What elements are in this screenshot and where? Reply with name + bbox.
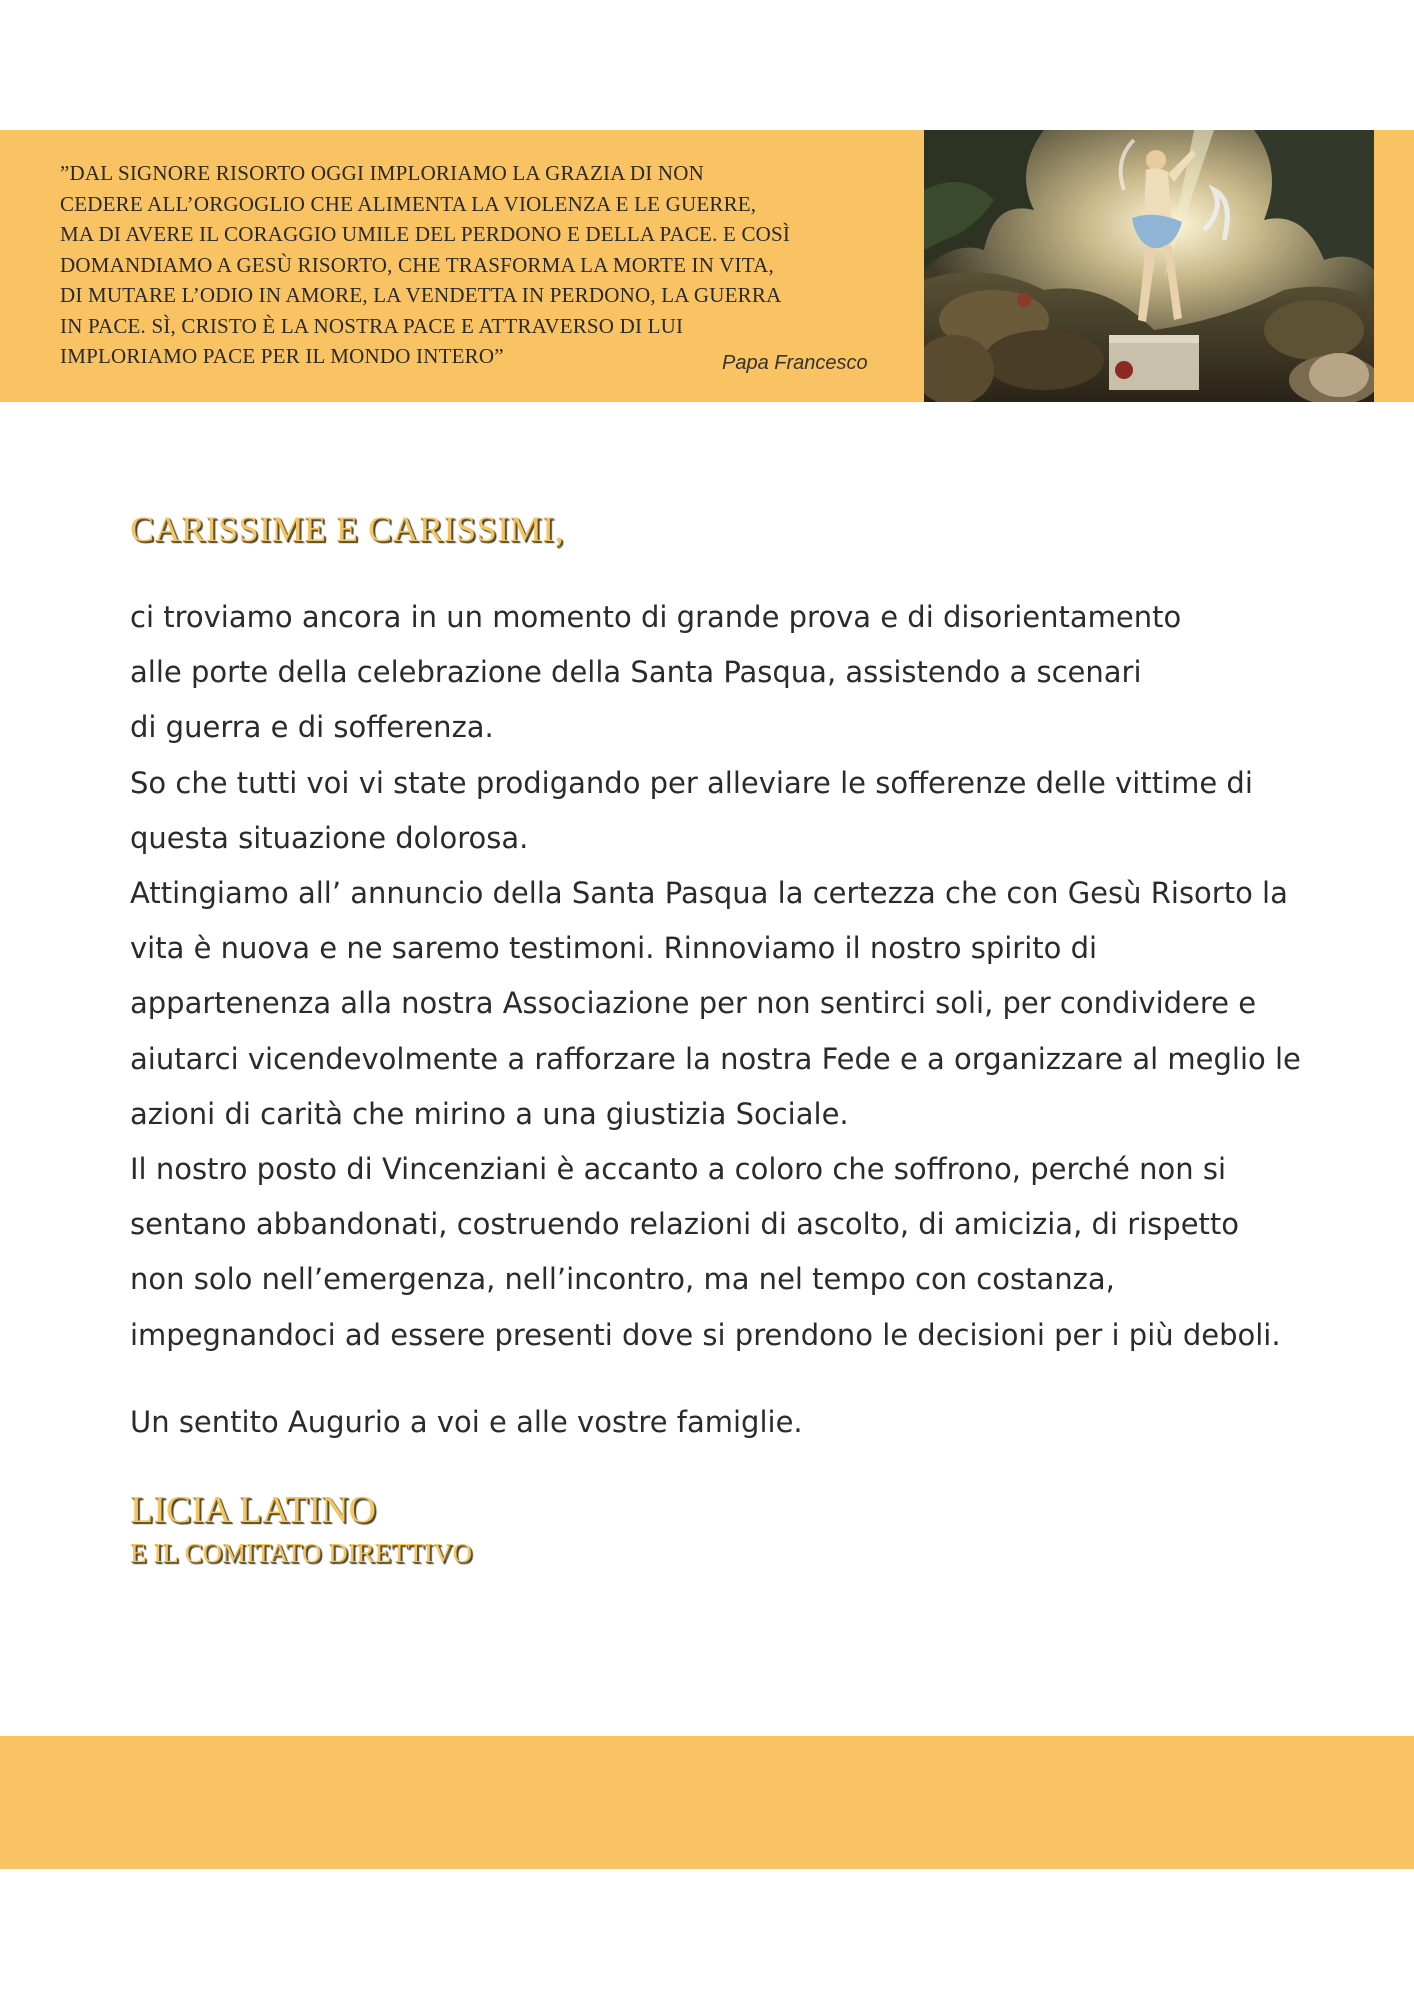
closing-line: Un sentito Augurio a voi e alle vostre famiglie. — [130, 1404, 803, 1439]
letter-line: appartenenza alla nostra Associazione per non sentirci soli, per condividere e — [130, 986, 1257, 1021]
letter-line: vita è nuova e ne saremo testimoni. Rinnoviamo il nostro spirito di — [130, 931, 1098, 966]
signature-subtitle: E IL COMITATO DIRETTIVO — [130, 1538, 473, 1569]
footer-band — [0, 1736, 1414, 1869]
letter-line: aiutarci vicendevolmente a rafforzare la nostra Fede e a organizzare al meglio le — [130, 1041, 1301, 1076]
letter-line: non solo nell’emergenza, nell’incontro, ma nel tempo con costanza, — [130, 1262, 1115, 1297]
quote-line: IMPLORIAMO PACE PER IL MONDO INTERO” — [60, 344, 504, 368]
quote-line: DOMANDIAMO A GESÙ RISORTO, CHE TRASFORMA LA MORTE IN VITA, — [60, 252, 774, 277]
letter-line: di guerra e di sofferenza. — [130, 710, 494, 745]
quote-block — [60, 158, 900, 372]
quote-text — [60, 158, 900, 372]
letter-line: So che tutti voi vi state prodigando per alleviare le sofferenze delle vittime di — [130, 765, 1253, 800]
quote-line: CEDERE ALL’ORGOGLIO CHE ALIMENTA LA VIOLENZA E LE GUERRE, — [60, 191, 757, 216]
letter-body — [130, 508, 1350, 1569]
letter-line: Il nostro posto di Vincenziani è accanto a coloro che soffrono, perché non si — [130, 1152, 1226, 1187]
letter-line: impegnandoci ad essere presenti dove si prendono le decisioni per i più deboli. — [130, 1317, 1281, 1352]
letter-line: alle porte della celebrazione della Santa Pasqua, assistendo a scenari — [130, 655, 1142, 690]
quote-author: Papa Francesco — [722, 352, 868, 374]
signature-name: LICIA LATINO — [130, 1489, 376, 1532]
letter-line: questa situazione dolorosa. — [130, 820, 529, 855]
letter-line: Attingiamo all’ annuncio della Santa Pasqua la certezza che con Gesù Risorto la — [130, 876, 1288, 911]
resurrection-painting — [924, 130, 1374, 402]
letter-line: sentano abbandonati, costruendo relazioni di ascolto, di amicizia, di rispetto — [130, 1207, 1240, 1242]
letter-line: azioni di carità che mirino a una giustizia Sociale. — [130, 1096, 849, 1131]
quote-line: DI MUTARE L’ODIO IN AMORE, LA VENDETTA IN PERDONO, LA GUERRA — [60, 283, 782, 307]
greeting-heading: CARISSIME E CARISSIMI, — [130, 509, 565, 549]
letter-line: ci troviamo ancora in un momento di grande prova e di disorientamento — [130, 600, 1182, 634]
quote-line: MA DI AVERE IL CORAGGIO UMILE DEL PERDONO E DELLA PACE. E COSÌ — [60, 222, 791, 246]
quote-line: ”DAL SIGNORE RISORTO OGGI IMPLORIAMO LA GRAZIA DI NON — [60, 161, 704, 185]
header-band — [0, 130, 1414, 402]
quote-line: IN PACE. SÌ, CRISTO È LA NOSTRA PACE E ATTRAVERSO DI LUI — [60, 313, 684, 338]
